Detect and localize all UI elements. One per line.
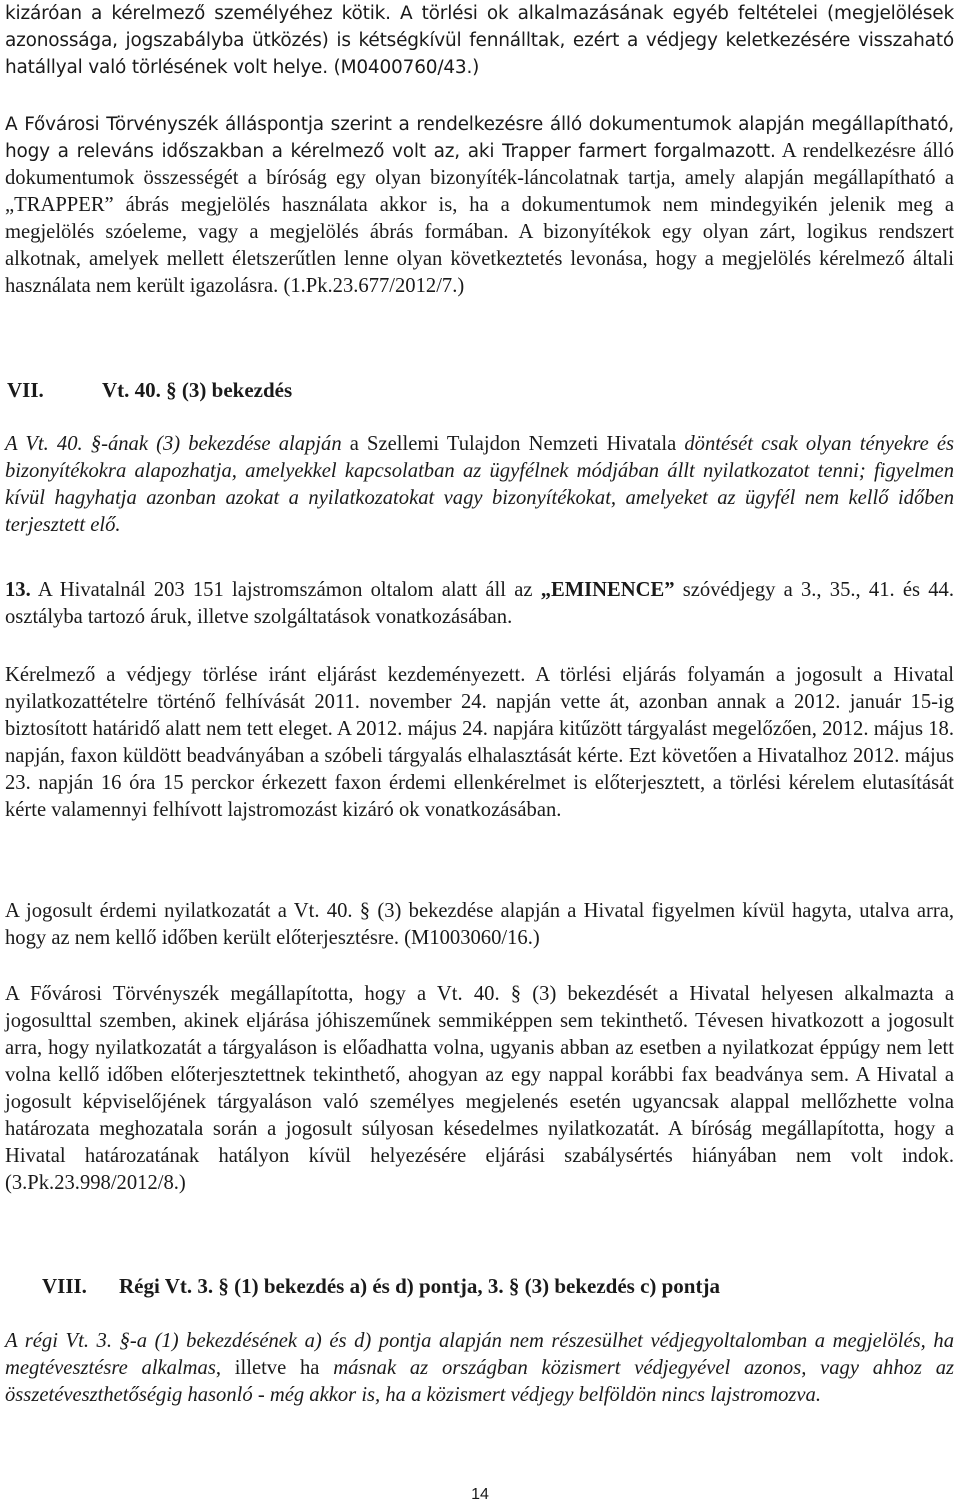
- paragraph-7-text: A Fővárosi Törvényszék megállapította, hogy a Vt. 40. § (3) bekezdését a Hivatal helyesen alkalmazta a jogosulttal szemben, akinek eljárása jóhiszeműnek semmiképpen sem tekinthető. Tévesen hivatkozott a jogosult arra, hogy nyilatkozatát a tárgyaláson is előadhatta volna, ugyanis abban az esetben a nyilatkozat éppúgy nem lett volna kellő időben előterjesztettnek tekinthető, ahogyan az egy nappal korábbi fax beadványa sem. A Hivatal a jogosult képviselőjének tárgyaláson való személyes megjelenés esetén ugyancsak alappal mellőzhette volna határozata meghozatala során a jogosult súlyosan késedelmes nyilatkozatát. A bíróság megállapította, hogy a Hivatal határozatának hatályon kívül helyezésére eljárási szabálysértés hiányában nem volt indok. (3.Pk.23.998/2012/8.): [5, 983, 954, 1194]
- item-number: 13.: [5, 579, 31, 601]
- paragraph-1-text: kizáróan a kérelmező személyéhez kötik. A törlési ok alkalmazásának egyéb feltételei (megjelölések azonossága, jogszabályba ütközés) is kétségkívül fennálltak, ezért a védjegy keletkezésére visszaható hatállyal való törlésének volt helye. (M0400760/43.): [5, 3, 954, 78]
- paragraph-2: [5, 111, 954, 300]
- paragraph-3-italic-lead: A Vt. 40. §-ának (3) bekezdése alapján: [5, 433, 342, 455]
- section-title: Vt. 40. § (3) bekezdés: [102, 378, 293, 402]
- paragraph-8: [5, 1328, 954, 1409]
- paragraph-7: [5, 981, 954, 1197]
- paragraph-2-end: A bizonyítékok egy olyan zárt, logikus rendszert alkotnak, amelyek mellett életszerűtlen lenne olyan következtetés levonása, hogy a megjelölés kérelmező általi használata nem került igazolásra. (1.Pk.23.677/2012/7.): [5, 221, 954, 297]
- paragraph-8-italic-end: másnak az országban közismert védjegyével azonos, vagy ahhoz az összetéveszthetőségig hasonló - még akkor is, ha a közismert védjegy belföldön nincs lajstromozva.: [5, 1357, 955, 1406]
- paragraph-6: [5, 898, 954, 952]
- paragraph-3: [5, 431, 954, 539]
- trademark-name: „EMINENCE”: [540, 579, 675, 601]
- paragraph-4-end: szóvédjegy a 3., 35., 41. és 44. osztályba tartozó áruk, illetve szolgáltatások vonatkozásában.: [5, 579, 954, 628]
- paragraph-6-text: A jogosult érdemi nyilatkozatát a Vt. 40. § (3) bekezdése alapján a Hivatal figyelmen kívül hagyta, utalva arra, hogy az nem kellő időben került előterjesztésre. (M1003060/16.): [5, 900, 954, 949]
- section-title: Régi Vt. 3. § (1) bekezdés a) és d) pontja, 3. § (3) bekezdés c) pontja: [119, 1274, 720, 1298]
- section-number: VIII.: [42, 1274, 87, 1298]
- paragraph-1: [5, 0, 954, 81]
- paragraph-3-italic-end: döntését csak olyan tényekre és bizonyítékokra alapozhatja, amelyekkel kapcsolatban az ügyfélnek módjában állt nyilatkozatot tenni; figyelmen kívül hagyhatja azonban azokat a nyilatkozatokat vagy bizonyítékokat, amelyeket az ügyfél nem kellő időben terjesztett elő.: [5, 433, 954, 536]
- section-number: VII.: [7, 378, 44, 402]
- page-number: 14: [471, 1486, 489, 1503]
- paragraph-2-lead: A Fővárosi Törvényszék álláspontja szerint a rendelkezésre álló dokumentumok alapján megállapítható, hogy a releváns időszakban a kérelmező volt az, aki Trapper farmert forgalmazott.: [5, 114, 954, 162]
- paragraph-2-middle: A rendelkezésre álló dokumentumok összességét a bíróság egy olyan bizonyíték-láncolatnak tartja, amely alapján megállapítható a „TRAPPER” ábrás megjelölés használata akkor is, ha a dokumentumok nem mindegyikén jelenik meg a megjelölés szóeleme, vagy a megjelölés ábrás formában.: [5, 140, 954, 243]
- paragraph-4-lead: A Hivatalnál 203 151 lajstromszámon oltalom alatt áll az: [30, 579, 541, 601]
- paragraph-5: [5, 662, 954, 824]
- paragraph-3-plain: a Szellemi Tulajdon Nemzeti Hivatala: [341, 433, 685, 455]
- section-heading-viii: [42, 1273, 720, 1300]
- paragraph-4: [5, 577, 954, 631]
- paragraph-8-plain: , illetve ha: [215, 1357, 334, 1379]
- section-heading-vii: [7, 377, 292, 404]
- paragraph-8-italic-lead: A régi Vt. 3. §-a (1) bekezdésének a) és d) pontja alapján nem részesülhet védjegyoltalomban a megjelölés, ha megtévesztésre alkalmas: [5, 1330, 954, 1379]
- paragraph-5-text: Kérelmező a védjegy törlése iránt eljárást kezdeményezett. A törlési eljárás folyamán a jogosult a Hivatal nyilatkozattételre történő felhívását 2011. november 24. napján vette át, azonban annak a 2012. január 15-ig biztosított határidő alatt nem tett eleget. A 2012. május 24. napjára kitűzött tárgyalást megelőzően, 2012. május 18. napján, faxon küldött beadványában a szóbeli tárgyalás elhalasztását kérte. Ezt követően a Hivatalhoz 2012. május 23. napján 16 óra 15 perckor érkezett faxon érdemi ellenkérelmet is előterjesztett, a törlési kérelem elutasítását kérte valamennyi felhívott lajstromozást kizáró ok vonatkozásában.: [5, 664, 954, 821]
